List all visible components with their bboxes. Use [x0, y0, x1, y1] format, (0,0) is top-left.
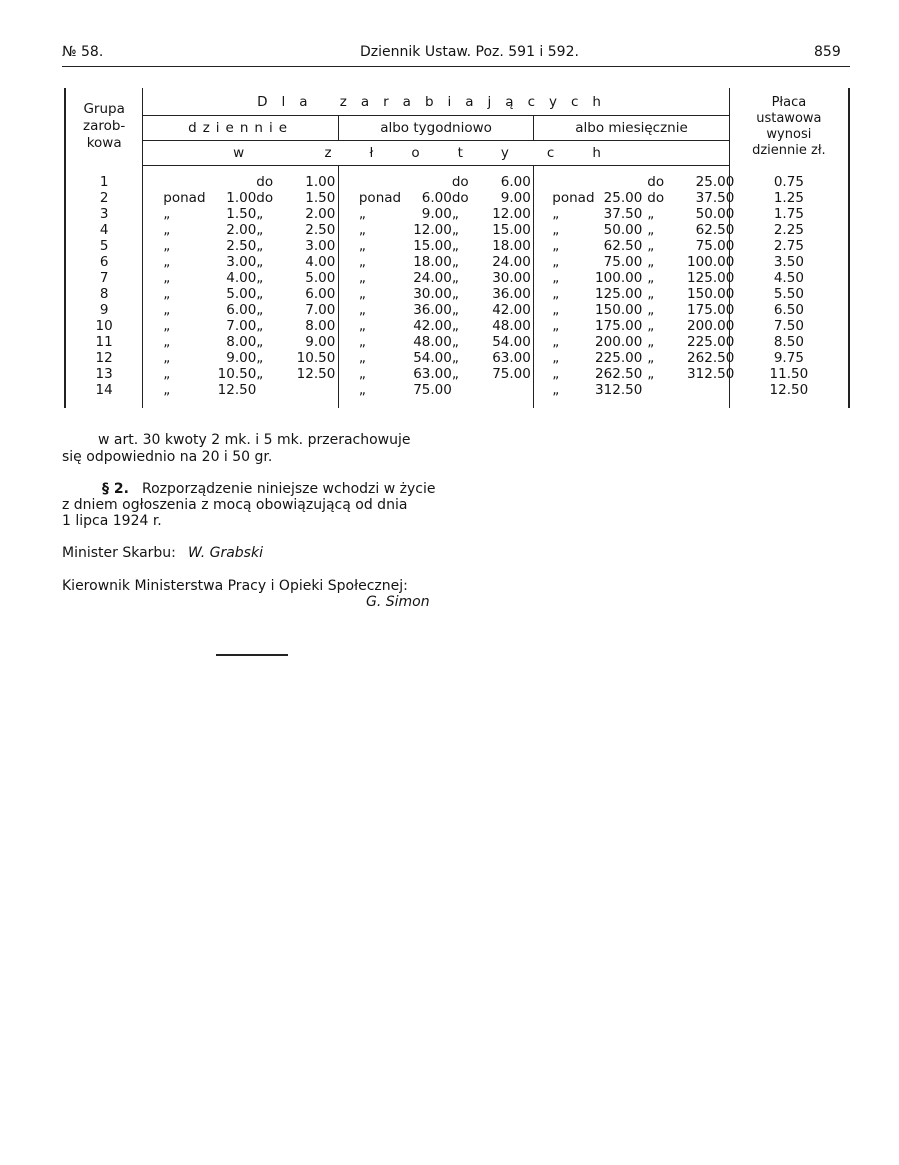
monthly-prefix: „ — [552, 238, 560, 254]
weekly-range-row — [339, 206, 533, 222]
monthly-from: 150.00 — [595, 302, 643, 318]
group-header — [65, 88, 143, 166]
weekly-connector: „ — [451, 286, 459, 302]
daily-to: 1.50 — [305, 190, 336, 206]
monthly-range-row — [534, 206, 735, 222]
monthly-connector: „ — [647, 238, 655, 254]
daily-connector: „ — [256, 206, 264, 222]
wage-cell: 12.50 — [769, 381, 809, 398]
daily-prefix: „ — [163, 334, 171, 350]
weekly-from: 75.00 — [413, 382, 452, 398]
weekly-to: 18.00 — [492, 238, 531, 254]
daily-connector: „ — [256, 286, 264, 302]
kierownik-name: G. Simon — [366, 594, 430, 610]
daily-range-row — [143, 190, 338, 206]
monthly-prefix: „ — [552, 334, 560, 350]
header-rule — [62, 66, 850, 67]
group-cell: 6 — [99, 253, 109, 270]
daily-header: dziennie — [143, 116, 339, 141]
monthly-connector: „ — [647, 350, 655, 366]
monthly-connector: „ — [647, 286, 655, 302]
monthly-to: 75.00 — [695, 238, 735, 254]
daily-range-row — [143, 270, 338, 286]
daily-from: 5.00 — [226, 286, 257, 302]
weekly-prefix: „ — [358, 366, 366, 382]
weekly-from: 42.00 — [413, 318, 452, 334]
daily-connector: „ — [256, 238, 264, 254]
daily-prefix: ponad — [163, 190, 206, 206]
weekly-prefix: „ — [358, 302, 366, 318]
minister-label: Minister Skarbu: — [62, 545, 176, 561]
weekly-to: 6.00 — [500, 174, 531, 190]
group-header-line: kowa — [86, 135, 122, 152]
weekly-to: 30.00 — [492, 270, 531, 286]
daily-to: 7.00 — [305, 302, 336, 318]
closing-rule — [216, 654, 288, 656]
group-cell: 8 — [99, 285, 109, 302]
weekly-to: 42.00 — [492, 302, 531, 318]
top-header: Dla zarabiających — [143, 88, 729, 116]
monthly-from: 200.00 — [595, 334, 643, 350]
weekly-range-row — [339, 270, 533, 286]
monthly-range-row — [534, 382, 728, 398]
group-cell: 12 — [95, 349, 113, 366]
monthly-from: 225.00 — [595, 350, 643, 366]
unit-header: w złotych — [143, 141, 729, 166]
daily-column — [143, 166, 339, 409]
monthly-to: 25.00 — [695, 174, 735, 190]
wage-header-line: dziennie zł. — [752, 142, 826, 158]
weekly-connector: „ — [451, 334, 459, 350]
weekly-from: 54.00 — [413, 350, 452, 366]
monthly-prefix: ponad — [552, 190, 595, 206]
daily-connector: „ — [256, 254, 264, 270]
weekly-to: 9.00 — [500, 190, 531, 206]
monthly-prefix: „ — [552, 286, 560, 302]
weekly-connector: „ — [451, 238, 459, 254]
weekly-range-row — [339, 334, 533, 350]
group-cell: 7 — [99, 269, 109, 286]
weekly-to: 63.00 — [492, 350, 531, 366]
weekly-prefix: „ — [358, 286, 366, 302]
weekly-range-row — [339, 190, 533, 206]
monthly-range-row — [534, 254, 735, 270]
monthly-range-row — [534, 190, 735, 206]
monthly-column — [534, 166, 735, 409]
issue-number: № 58. — [62, 44, 104, 60]
weekly-connector: do — [451, 190, 469, 206]
group-header-line: zarob- — [82, 118, 126, 135]
daily-prefix: „ — [163, 318, 171, 334]
daily-prefix: „ — [163, 254, 171, 270]
daily-to: 9.00 — [305, 334, 336, 350]
weekly-connector: „ — [451, 206, 459, 222]
group-cell: 11 — [95, 333, 113, 350]
monthly-from: 312.50 — [595, 382, 643, 398]
monthly-prefix: „ — [552, 254, 560, 270]
daily-prefix: „ — [163, 222, 171, 238]
weekly-prefix: „ — [358, 382, 366, 398]
wage-cell: 9.75 — [773, 349, 804, 366]
weekly-from: 30.00 — [413, 286, 452, 302]
daily-connector: „ — [256, 334, 264, 350]
group-cell: 4 — [99, 221, 109, 238]
daily-connector: „ — [256, 366, 264, 382]
monthly-from: 62.50 — [603, 238, 643, 254]
monthly-prefix: „ — [552, 302, 560, 318]
monthly-range-row — [534, 334, 735, 350]
weekly-prefix: „ — [358, 206, 366, 222]
monthly-connector: „ — [647, 254, 655, 270]
monthly-from: 100.00 — [595, 270, 643, 286]
weekly-prefix: „ — [358, 350, 366, 366]
monthly-to: 312.50 — [687, 366, 735, 382]
weekly-to: 12.00 — [492, 206, 531, 222]
monthly-range-row — [534, 302, 735, 318]
daily-prefix: „ — [163, 302, 171, 318]
daily-from: 10.50 — [217, 366, 257, 382]
daily-range-row — [143, 350, 338, 366]
group-header-line: Grupa — [83, 101, 125, 118]
journal-title: Dziennik Ustaw. Poz. 591 i 592. — [360, 44, 579, 60]
daily-from: 6.00 — [226, 302, 257, 318]
group-cell: 5 — [99, 237, 109, 254]
wage-cell: 7.50 — [773, 317, 804, 334]
wage-cell: 3.50 — [773, 253, 804, 270]
monthly-header: albo miesięcznie — [534, 116, 729, 141]
weekly-prefix: ponad — [358, 190, 402, 206]
daily-prefix: „ — [163, 350, 171, 366]
weekly-connector: „ — [451, 254, 459, 270]
daily-range-row — [143, 254, 338, 270]
monthly-from: 37.50 — [603, 206, 643, 222]
daily-connector: „ — [256, 222, 264, 238]
wage-cell: 11.50 — [769, 365, 809, 382]
weekly-column — [338, 166, 533, 409]
weekly-header: albo tygodniowo — [338, 116, 533, 141]
monthly-from: 262.50 — [595, 366, 643, 382]
weekly-range-row — [339, 318, 533, 334]
weekly-from: 63.00 — [413, 366, 452, 382]
monthly-range-row — [534, 222, 735, 238]
monthly-range-row — [534, 366, 735, 382]
wage-cell: 6.50 — [773, 301, 804, 318]
wage-header-line: wynosi — [766, 126, 812, 142]
monthly-connector: do — [647, 190, 665, 206]
weekly-range-row — [339, 222, 533, 238]
wage-cell: 5.50 — [773, 285, 804, 302]
wage-table — [64, 88, 850, 408]
weekly-to: 15.00 — [492, 222, 531, 238]
monthly-from: 25.00 — [603, 190, 643, 206]
daily-range-row — [143, 286, 338, 302]
monthly-to: 100.00 — [687, 254, 735, 270]
group-cell: 2 — [99, 189, 109, 206]
weekly-to: 48.00 — [492, 318, 531, 334]
weekly-connector: „ — [451, 366, 459, 382]
monthly-connector: „ — [647, 206, 655, 222]
weekly-connector: „ — [451, 270, 459, 286]
monthly-prefix: „ — [552, 222, 560, 238]
monthly-range-row — [534, 286, 735, 302]
weekly-range-row — [339, 174, 533, 190]
wage-cell: 1.75 — [773, 205, 804, 222]
monthly-connector: „ — [647, 270, 655, 286]
weekly-from: 15.00 — [413, 238, 452, 254]
daily-connector: do — [256, 174, 274, 190]
daily-to: 2.50 — [305, 222, 336, 238]
monthly-to: 150.00 — [687, 286, 735, 302]
weekly-from: 6.00 — [421, 190, 452, 206]
weekly-to: 36.00 — [492, 286, 531, 302]
daily-from: 4.00 — [226, 270, 257, 286]
daily-to: 4.00 — [305, 254, 336, 270]
daily-prefix: „ — [163, 286, 171, 302]
daily-to: 8.00 — [305, 318, 336, 334]
text-line-4: z dniem ogłoszenia z mocą obowiązującą od dnia — [62, 497, 408, 513]
wage-header — [729, 88, 849, 166]
monthly-to: 175.00 — [687, 302, 735, 318]
wage-cell: 2.25 — [773, 221, 804, 238]
weekly-range-row — [339, 350, 533, 366]
weekly-prefix: „ — [358, 270, 366, 286]
daily-prefix: „ — [163, 238, 171, 254]
weekly-from: 9.00 — [421, 206, 452, 222]
weekly-prefix: „ — [358, 238, 366, 254]
monthly-to: 62.50 — [695, 222, 735, 238]
daily-to: 1.00 — [305, 174, 336, 190]
monthly-to: 37.50 — [695, 190, 735, 206]
wage-cell: 2.75 — [773, 237, 804, 254]
wage-cell: 0.75 — [773, 173, 804, 190]
weekly-to: 24.00 — [492, 254, 531, 270]
monthly-to: 262.50 — [687, 350, 735, 366]
weekly-from: 36.00 — [413, 302, 452, 318]
weekly-connector: „ — [451, 350, 459, 366]
text-line-5: 1 lipca 1924 r. — [62, 513, 162, 529]
daily-to: 10.50 — [296, 350, 336, 366]
minister-name: W. Grabski — [188, 545, 263, 561]
daily-range-row — [143, 302, 338, 318]
weekly-range-row — [339, 238, 533, 254]
wage-cell: 8.50 — [773, 333, 804, 350]
daily-from: 1.50 — [226, 206, 257, 222]
monthly-from: 50.00 — [603, 222, 643, 238]
daily-range-row — [143, 238, 338, 254]
daily-from: 9.00 — [226, 350, 257, 366]
monthly-prefix: „ — [552, 270, 560, 286]
daily-connector: „ — [256, 318, 264, 334]
paragraph-mark: § 2. — [102, 481, 129, 497]
monthly-prefix: „ — [552, 366, 560, 382]
kierownik-label: Kierownik Ministerstwa Pracy i Opieki Społecznej: — [62, 578, 408, 594]
daily-to: 12.50 — [296, 366, 336, 382]
weekly-range-row — [339, 366, 533, 382]
daily-range-row — [143, 366, 338, 382]
daily-to: 2.00 — [305, 206, 336, 222]
weekly-range-row — [339, 302, 533, 318]
wage-cell: 1.25 — [773, 189, 804, 206]
monthly-to: 50.00 — [695, 206, 735, 222]
daily-from: 7.00 — [226, 318, 257, 334]
group-cell: 10 — [95, 317, 113, 334]
monthly-connector: „ — [647, 222, 655, 238]
weekly-prefix: „ — [358, 222, 366, 238]
daily-to: 3.00 — [305, 238, 336, 254]
group-cell: 3 — [99, 205, 109, 222]
daily-prefix: „ — [163, 206, 171, 222]
daily-from: 2.00 — [226, 222, 257, 238]
wage-cell: 4.50 — [773, 269, 804, 286]
weekly-connector: „ — [451, 222, 459, 238]
daily-range-row — [143, 318, 338, 334]
weekly-prefix: „ — [358, 318, 366, 334]
daily-connector: do — [256, 190, 274, 206]
daily-from: 12.50 — [217, 382, 257, 398]
weekly-from: 12.00 — [413, 222, 452, 238]
group-cell: 1 — [99, 173, 109, 190]
monthly-prefix: „ — [552, 350, 560, 366]
wage-header-line: Płaca — [771, 94, 807, 110]
daily-prefix: „ — [163, 366, 171, 382]
monthly-from: 75.00 — [603, 254, 643, 270]
monthly-prefix: „ — [552, 318, 560, 334]
wage-header-line: ustawowa — [756, 110, 822, 126]
daily-connector: „ — [256, 302, 264, 318]
weekly-to: 75.00 — [492, 366, 531, 382]
weekly-range-row — [339, 382, 533, 398]
monthly-from: 175.00 — [595, 318, 643, 334]
group-cell: 13 — [95, 365, 113, 382]
daily-connector: „ — [256, 270, 264, 286]
daily-from: 1.00 — [226, 190, 257, 206]
group-column — [65, 166, 143, 409]
group-cell: 14 — [95, 381, 113, 398]
monthly-range-row — [534, 174, 735, 190]
daily-prefix: „ — [163, 382, 171, 398]
daily-from: 8.00 — [226, 334, 257, 350]
weekly-from: 24.00 — [413, 270, 452, 286]
monthly-range-row — [534, 270, 735, 286]
daily-from: 3.00 — [226, 254, 257, 270]
weekly-connector: „ — [451, 318, 459, 334]
weekly-range-row — [339, 254, 533, 270]
monthly-connector: „ — [647, 366, 655, 382]
monthly-range-row — [534, 350, 735, 366]
page-number: 859 — [814, 44, 841, 60]
daily-range-row — [143, 174, 338, 190]
monthly-prefix: „ — [552, 206, 560, 222]
weekly-to: 54.00 — [492, 334, 531, 350]
daily-range-row — [143, 222, 338, 238]
daily-from: 2.50 — [226, 238, 257, 254]
daily-to: 6.00 — [305, 286, 336, 302]
monthly-from: 125.00 — [595, 286, 643, 302]
weekly-connector: do — [451, 174, 469, 190]
text-line-2: się odpowiednio na 20 i 50 gr. — [62, 449, 273, 465]
monthly-range-row — [534, 318, 735, 334]
group-cell: 9 — [99, 301, 109, 318]
weekly-connector: „ — [451, 302, 459, 318]
weekly-from: 18.00 — [413, 254, 452, 270]
weekly-prefix: „ — [358, 254, 366, 270]
monthly-connector: „ — [647, 318, 655, 334]
monthly-connector: do — [647, 174, 665, 190]
daily-range-row — [143, 334, 338, 350]
text-line-1: w art. 30 kwoty 2 mk. i 5 mk. przerachowuje — [98, 432, 411, 448]
daily-range-row — [143, 382, 338, 398]
monthly-range-row — [534, 238, 735, 254]
monthly-to: 125.00 — [687, 270, 735, 286]
monthly-to: 225.00 — [687, 334, 735, 350]
daily-to: 5.00 — [305, 270, 336, 286]
text-line-3: Rozporządzenie niniejsze wchodzi w życie — [142, 481, 436, 497]
monthly-to: 200.00 — [687, 318, 735, 334]
weekly-range-row — [339, 286, 533, 302]
daily-connector: „ — [256, 350, 264, 366]
monthly-connector: „ — [647, 302, 655, 318]
wage-column — [729, 166, 849, 409]
daily-prefix: „ — [163, 270, 171, 286]
weekly-prefix: „ — [358, 334, 366, 350]
monthly-connector: „ — [647, 334, 655, 350]
daily-range-row — [143, 206, 338, 222]
weekly-from: 48.00 — [413, 334, 452, 350]
monthly-prefix: „ — [552, 382, 560, 398]
